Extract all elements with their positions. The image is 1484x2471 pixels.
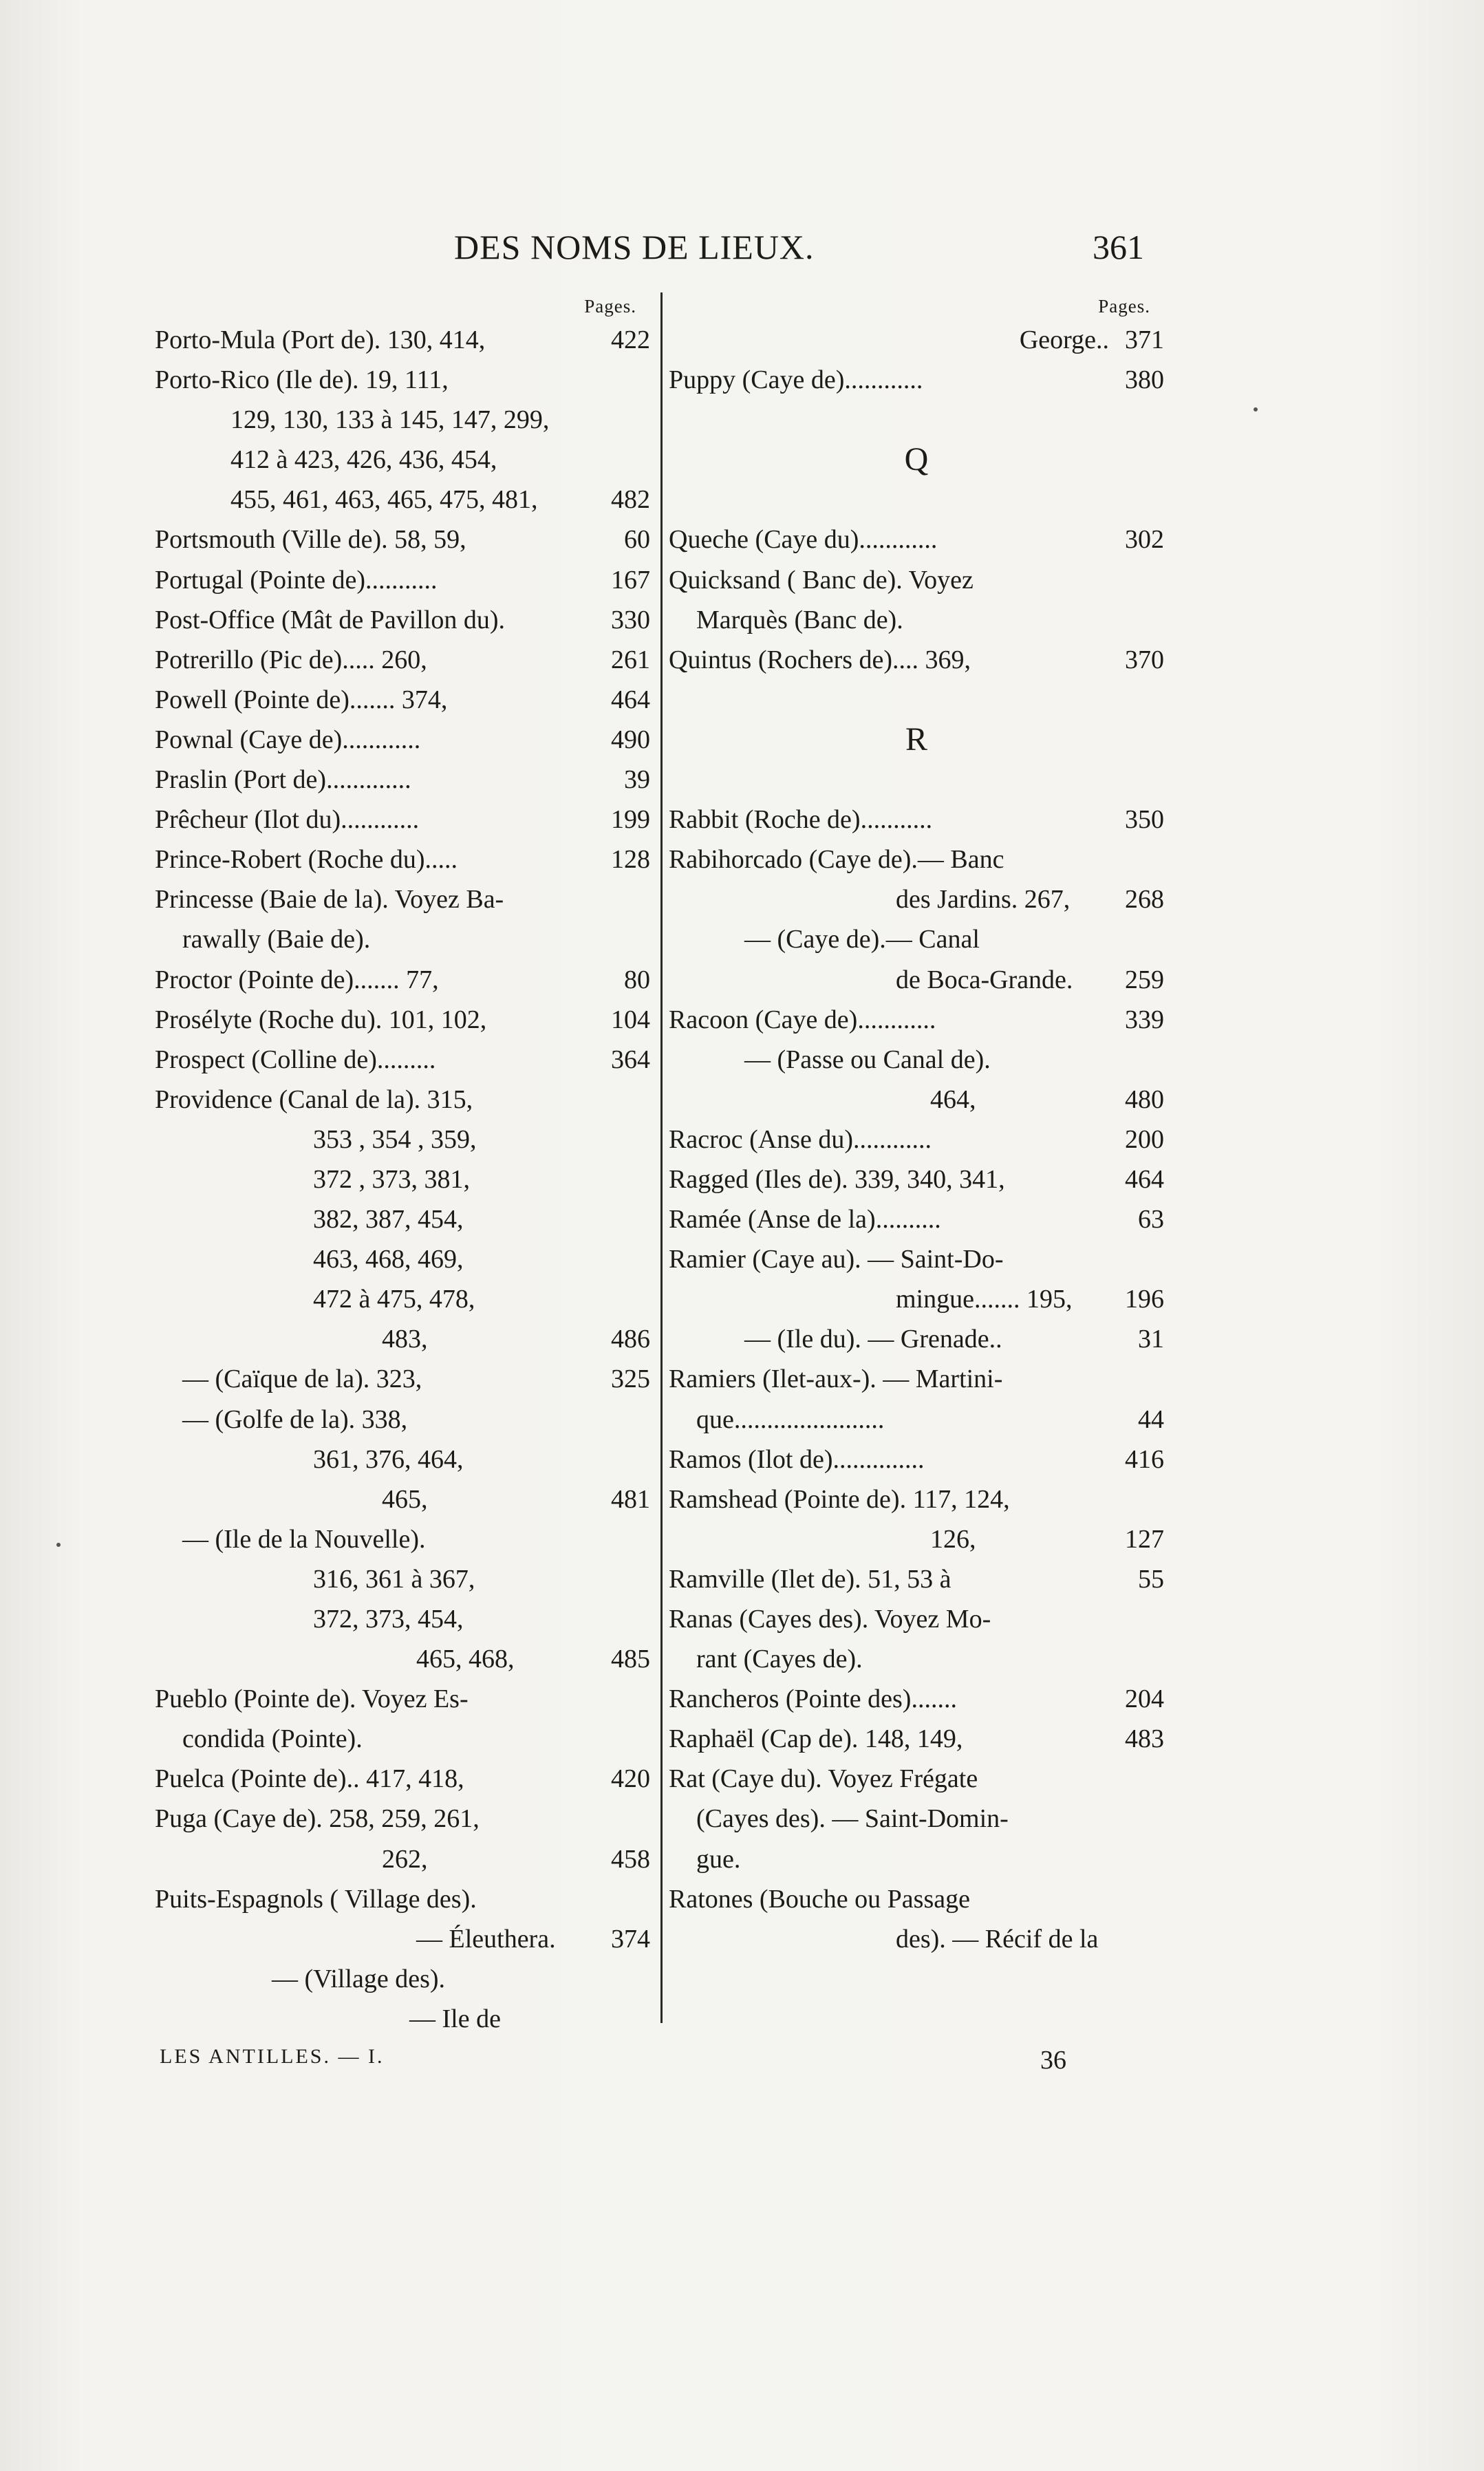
entry-text: Proctor (Pointe de)....... 77, [155, 965, 439, 994]
index-entry [155, 1359, 650, 1399]
entry-text: rant (Cayes de). [696, 1645, 863, 1674]
index-entry [155, 400, 650, 440]
index-entry [155, 720, 650, 760]
page-reference: 490 [611, 725, 650, 754]
entry-text: Puelca (Pointe de).. 417, 418, [155, 1764, 464, 1794]
page-reference: 481 [611, 1484, 650, 1514]
index-entry [155, 1040, 650, 1080]
column-divider [660, 292, 663, 2023]
entry-text: mingue....... 195, [896, 1285, 1073, 1314]
page-reference: 486 [611, 1325, 650, 1354]
page-reference: 259 [1125, 965, 1164, 994]
index-entry [669, 480, 1164, 520]
entry-text: Ramée (Anse de la).......... [669, 1205, 941, 1234]
page-reference: 325 [611, 1365, 650, 1394]
index-entry [669, 1919, 1164, 1959]
entry-text: rawally (Baie de). [182, 925, 371, 954]
entry-text: — (Caye de).— Canal [744, 925, 980, 954]
index-entry [155, 1959, 650, 1999]
entry-text: Ramville (Ilet de). 51, 53 à [669, 1564, 951, 1594]
index-entry [155, 1839, 650, 1879]
entry-text: Princesse (Baie de la). Voyez Ba- [155, 885, 504, 914]
index-entry [155, 1239, 650, 1279]
index-entry [669, 760, 1164, 800]
page-reference: 458 [611, 1844, 650, 1874]
index-entry [669, 1359, 1164, 1399]
page-reference: 374 [611, 1924, 650, 1954]
entry-text: Puppy (Caye de)............ [669, 365, 923, 395]
index-entry [155, 1440, 650, 1479]
index-entry [669, 1319, 1164, 1359]
entry-text: — Éleuthera. [416, 1924, 556, 1954]
page-reference: 364 [611, 1045, 650, 1074]
entry-text: Rabbit (Roche de)........... [669, 805, 933, 835]
entry-text: Rancheros (Pointe des)....... [669, 1684, 957, 1714]
index-entry [669, 1080, 1164, 1120]
entry-text: Racroc (Anse du)............ [669, 1124, 932, 1154]
index-entry [155, 1879, 650, 1919]
page-number: 361 [1093, 228, 1144, 266]
section-letter [669, 720, 1164, 760]
index-entry [669, 560, 1164, 600]
index-entry [669, 1440, 1164, 1479]
page-reference: 370 [1125, 645, 1164, 674]
page-reference: 200 [1125, 1124, 1164, 1154]
index-entry [155, 1999, 650, 2039]
entry-text: Raphaël (Cap de). 148, 149, [669, 1724, 963, 1754]
page-reference: 268 [1125, 885, 1164, 914]
entry-text: 412 à 423, 426, 436, 454, [230, 445, 497, 475]
entry-text: gue. [696, 1844, 741, 1874]
entry-text: — (Golfe de la). 338, [182, 1404, 408, 1434]
entry-text: Marquès (Banc de). [696, 605, 903, 634]
entry-text: des Jardins. 267, [896, 885, 1071, 914]
page-reference: 380 [1125, 365, 1164, 395]
page-reference: 261 [611, 645, 650, 674]
index-column-right [669, 292, 1164, 1959]
index-entry [155, 1319, 650, 1359]
index-entry [155, 1120, 650, 1159]
index-entry [155, 1639, 650, 1679]
index-entry [669, 680, 1164, 720]
index-entry [669, 1679, 1164, 1719]
entry-text: 126, [930, 1524, 976, 1554]
index-entry [155, 760, 650, 800]
index-column-left [155, 292, 650, 2039]
entry-text: Queche (Caye du)............ [669, 525, 938, 555]
entry-text: Porto-Rico (Ile de). 19, 111, [155, 365, 449, 395]
entry-text: Portugal (Pointe de)........... [155, 565, 438, 595]
index-entry [155, 1159, 650, 1199]
entry-text: Quintus (Rochers de).... 369, [669, 645, 971, 674]
index-entry [669, 1279, 1164, 1319]
entry-text: Racoon (Caye de)............ [669, 1005, 936, 1034]
entry-text: condida (Pointe). [182, 1724, 363, 1754]
sheet-number: 36 [1040, 2046, 1066, 2075]
page-reference: 480 [1125, 1084, 1164, 1114]
index-entry [155, 800, 650, 839]
index-entry [155, 1479, 650, 1519]
entry-text: 361, 376, 464, [313, 1444, 464, 1474]
page-reference: 464 [1125, 1164, 1164, 1194]
paper-speck [56, 1543, 61, 1547]
section-letter-text: R [905, 720, 927, 758]
index-entry [155, 1080, 650, 1120]
index-entry [155, 1599, 650, 1639]
page-reference: 167 [611, 565, 650, 595]
entry-text: Pueblo (Pointe de). Voyez Es- [155, 1684, 469, 1714]
signature-mark: LES ANTILLES. — I. [160, 2045, 385, 2068]
page-reference: 371 [1125, 325, 1164, 354]
page-reference: 128 [611, 845, 650, 875]
index-entry [155, 440, 650, 480]
entry-text: que....................... [696, 1404, 885, 1434]
section-letter-text: Q [904, 441, 929, 478]
index-entry [155, 1279, 650, 1319]
page-header [0, 227, 1484, 282]
entry-text: — (Ile de la Nouvelle). [182, 1524, 426, 1554]
page-reference: 199 [611, 805, 650, 835]
entry-text: Prince-Robert (Roche du)..... [155, 845, 458, 875]
index-entry [669, 1799, 1164, 1839]
entry-text: Post-Office (Mât de Pavillon du). [155, 605, 506, 634]
entry-text: Prosélyte (Roche du). 101, 102, [155, 1005, 487, 1034]
entry-text: Ratones (Bouche ou Passage [669, 1884, 970, 1914]
index-entry [155, 1759, 650, 1799]
entry-text: de Boca-Grande. [896, 965, 1073, 994]
entry-text: 372, 373, 454, [313, 1605, 464, 1634]
page-reference: 483 [1125, 1724, 1164, 1754]
entry-text: 353 , 354 , 359, [313, 1124, 477, 1154]
index-entry [155, 480, 650, 520]
entry-text: 455, 461, 463, 465, 475, 481, [230, 485, 538, 515]
entry-text: Potrerillo (Pic de)..... 260, [155, 645, 427, 674]
index-entry [155, 520, 650, 559]
entry-text: Ranas (Cayes des). Voyez Mo- [669, 1605, 991, 1634]
page-reference: 80 [624, 965, 650, 994]
entry-text: — (Ile du). — Grenade.. [744, 1325, 1002, 1354]
page-reference: 63 [1138, 1205, 1164, 1234]
index-entry [155, 1559, 650, 1599]
page-reference: 302 [1125, 525, 1164, 555]
entry-text: Portsmouth (Ville de). 58, 59, [155, 525, 466, 555]
page-reference: 60 [624, 525, 650, 555]
entry-text: George.. [1019, 325, 1109, 354]
index-entry [669, 1639, 1164, 1679]
index-entry [669, 919, 1164, 959]
entry-text: 472 à 475, 478, [313, 1285, 475, 1314]
index-entry [155, 600, 650, 640]
page-footer [0, 2045, 1484, 2086]
index-entry [669, 1400, 1164, 1440]
entry-text: Pownal (Caye de)............ [155, 725, 421, 754]
index-entry [669, 1559, 1164, 1599]
index-entry [155, 1519, 650, 1559]
entry-text: — (Passe ou Canal de). [744, 1045, 991, 1074]
entry-text: Prospect (Colline de)......... [155, 1045, 436, 1074]
page-reference: 485 [611, 1645, 650, 1674]
entry-text: — (Village des). [272, 1964, 446, 1993]
page-reference: 422 [611, 325, 650, 354]
entry-text: Ramshead (Pointe de). 117, 124, [669, 1484, 1010, 1514]
page-reference: 104 [611, 1005, 650, 1034]
page-reference: 127 [1125, 1524, 1164, 1554]
entry-text: — Ile de [409, 2004, 501, 2033]
page-reference: 464 [611, 685, 650, 714]
entry-text: Powell (Pointe de)....... 374, [155, 685, 448, 714]
index-entry [669, 1719, 1164, 1759]
page-reference: 416 [1125, 1444, 1164, 1474]
index-entry [669, 1519, 1164, 1559]
index-entry [155, 919, 650, 959]
entry-text: 465, [382, 1484, 428, 1514]
index-entry [669, 1120, 1164, 1159]
page-reference: 204 [1125, 1684, 1164, 1714]
index-entry [155, 1919, 650, 1959]
entry-text: 483, [382, 1325, 428, 1354]
entry-text: des). — Récif de la [896, 1924, 1099, 1954]
index-entry [669, 1479, 1164, 1519]
entry-text: 465, 468, [416, 1645, 515, 1674]
index-entry [669, 360, 1164, 400]
index-entry [155, 1199, 650, 1239]
entry-text: 382, 387, 454, [313, 1205, 464, 1234]
index-entry [669, 1239, 1164, 1279]
index-entry [669, 600, 1164, 640]
entry-text: Ragged (Iles de). 339, 340, 341, [669, 1164, 1005, 1194]
pages-label: Pages. [584, 296, 636, 317]
index-entry [155, 1719, 650, 1759]
paper-speck [1254, 407, 1258, 411]
entry-text: 463, 468, 469, [313, 1245, 464, 1274]
page-reference: 330 [611, 605, 650, 634]
entry-text: 372 , 373, 381, [313, 1164, 470, 1194]
index-entry [155, 560, 650, 600]
entry-text: 129, 130, 133 à 145, 147, 299, [230, 405, 550, 435]
index-entry [669, 640, 1164, 680]
entry-text: Quicksand ( Banc de). Voyez [669, 565, 974, 595]
entry-text: — (Caïque de la). 323, [182, 1365, 422, 1394]
entry-text: Providence (Canal de la). 315, [155, 1084, 473, 1114]
entry-text: Praslin (Port de)............. [155, 765, 411, 795]
index-entry [669, 1599, 1164, 1639]
entry-text: Puits-Espagnols ( Village des). [155, 1884, 477, 1914]
entry-text: Prêcheur (Ilot du)............ [155, 805, 420, 835]
index-entry [155, 960, 650, 1000]
index-entry [669, 1759, 1164, 1799]
entry-text: Ramier (Caye au). — Saint-Do- [669, 1245, 1004, 1274]
index-entry [669, 400, 1164, 440]
index-entry [669, 879, 1164, 919]
index-entry [155, 1000, 650, 1040]
entry-text: Porto-Mula (Port de). 130, 414, [155, 325, 486, 354]
index-entry [155, 1679, 650, 1719]
index-entry [155, 640, 650, 680]
index-entry [669, 1000, 1164, 1040]
index-entry [669, 960, 1164, 1000]
index-entry [155, 1799, 650, 1839]
page-reference: 31 [1138, 1325, 1164, 1354]
entry-text: Ramos (Ilot de).............. [669, 1444, 925, 1474]
page-reference: 44 [1138, 1404, 1164, 1434]
index-entry [669, 520, 1164, 559]
pages-label: Pages. [1098, 296, 1150, 317]
entry-text: Rabihorcado (Caye de).— Banc [669, 845, 1004, 875]
index-entry [155, 839, 650, 879]
page-reference: 55 [1138, 1564, 1164, 1594]
index-entry [669, 1879, 1164, 1919]
index-entry [669, 839, 1164, 879]
entry-text: Ramiers (Ilet-aux-). — Martini- [669, 1365, 1003, 1394]
index-entry [669, 1159, 1164, 1199]
index-entry [669, 1040, 1164, 1080]
entry-text: 262, [382, 1844, 428, 1874]
page-reference: 420 [611, 1764, 650, 1794]
page-reference: 39 [624, 765, 650, 795]
entry-text: (Cayes des). — Saint-Domin- [696, 1804, 1009, 1834]
running-head: DES NOMS DE LIEUX. [454, 228, 815, 266]
index-entry [669, 1839, 1164, 1879]
index-entry [155, 680, 650, 720]
index-entry [669, 1199, 1164, 1239]
index-entry [669, 800, 1164, 839]
entry-text: Puga (Caye de). 258, 259, 261, [155, 1804, 480, 1834]
page-reference: 482 [611, 485, 650, 515]
index-entry [155, 879, 650, 919]
page-reference: 339 [1125, 1005, 1164, 1034]
section-letter [669, 440, 1164, 480]
index-entry [155, 320, 650, 360]
page-reference: 196 [1125, 1285, 1164, 1314]
entry-text: Rat (Caye du). Voyez Frégate [669, 1764, 978, 1794]
page-reference: 350 [1125, 805, 1164, 835]
index-entry [669, 320, 1164, 360]
entry-text: 316, 361 à 367, [313, 1564, 475, 1594]
entry-text: 464, [930, 1084, 976, 1114]
index-entry [155, 360, 650, 400]
index-entry [155, 1400, 650, 1440]
